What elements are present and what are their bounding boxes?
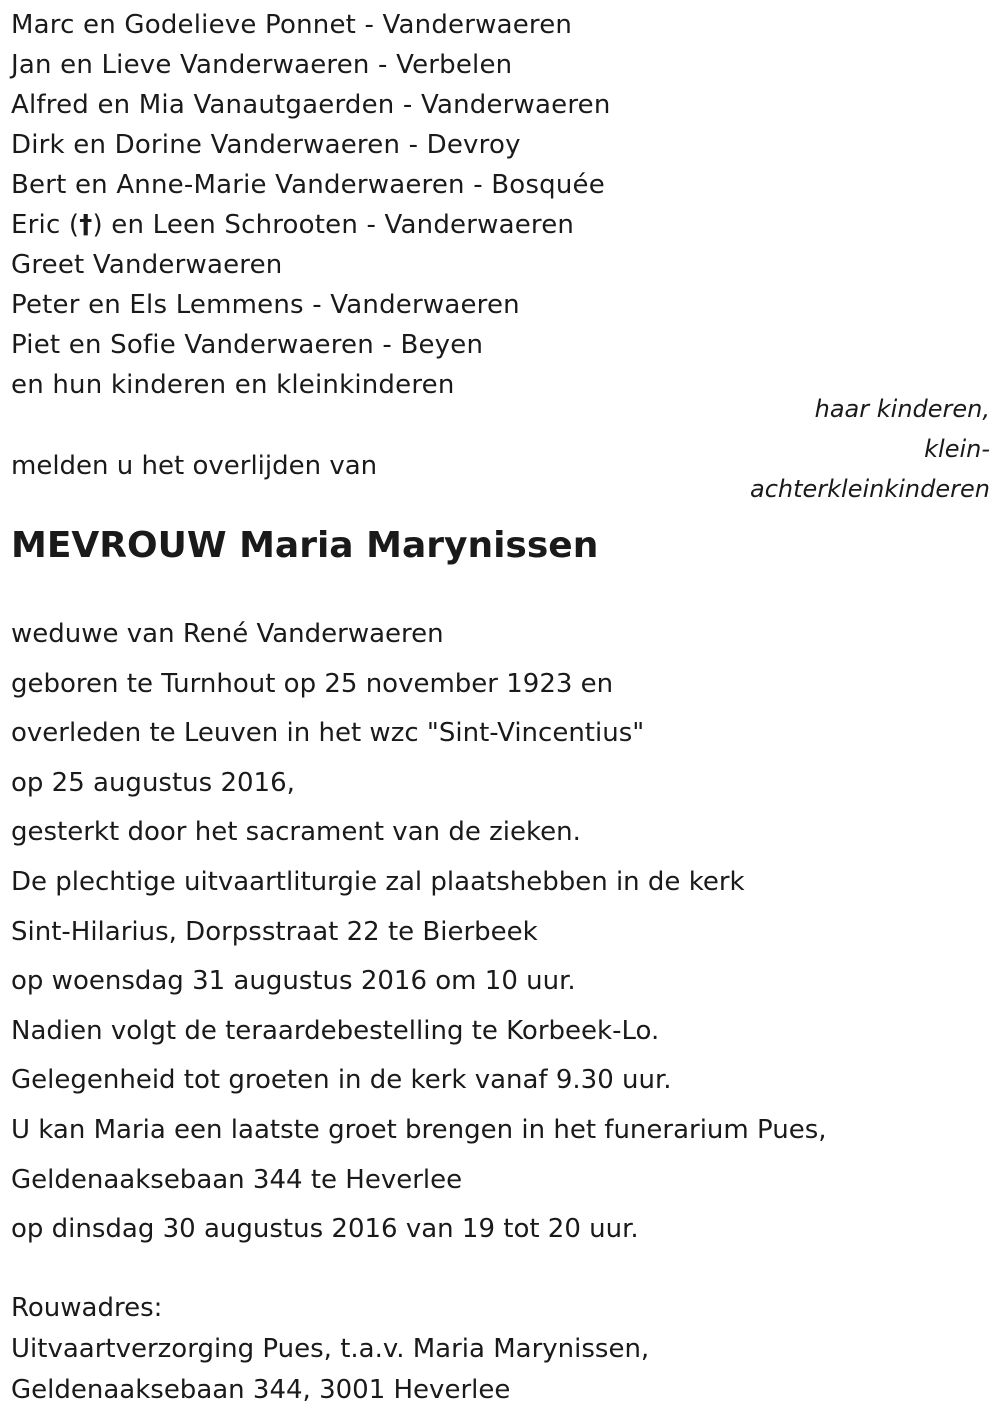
mourning-address (11, 1288, 649, 1411)
detail-line: Sint-Hilarius, Dorpsstraat 22 te Bierbeek (11, 916, 538, 947)
relations-line: haar kinderen, (814, 395, 990, 423)
family-line-eric-end: ) en Leen Schrooten - Vanderwaeren (92, 210, 575, 240)
family-line: Alfred en Mia Vanautgaerden - Vanderwaeren (11, 90, 611, 120)
family-list (11, 5, 611, 405)
family-line: Greet Vanderwaeren (11, 250, 283, 280)
address-line: Geldenaaksebaan 344, 3001 Heverlee (11, 1375, 511, 1405)
family-line: Marc en Godelieve Ponnet - Vanderwaeren (11, 10, 573, 40)
deceased-name: MEVROUW Maria Marynissen (11, 525, 599, 566)
detail-line: op 25 augustus 2016, (11, 767, 295, 798)
cross-icon: † (79, 210, 93, 240)
detail-line: geboren te Turnhout op 25 november 1923 en (11, 668, 614, 699)
relations-line: achterkleinkinderen (750, 475, 990, 503)
detail-line: weduwe van René Vanderwaeren (11, 619, 444, 649)
detail-line: Gelegenheid tot groeten in de kerk vanaf 9.30 uur. (11, 1065, 672, 1096)
relations-line: klein- (924, 435, 990, 463)
address-line: Uitvaartverzorging Pues, t.a.v. Maria Marynissen, (11, 1334, 650, 1364)
family-line: Peter en Els Lemmens - Vanderwaeren (11, 290, 520, 320)
family-line: Bert en Anne-Marie Vanderwaeren - Bosquée (11, 170, 605, 200)
detail-line: op woensdag 31 augustus 2016 om 10 uur. (11, 966, 576, 997)
detail-line: U kan Maria een laatste groet brengen in het funerarium Pues, (11, 1114, 827, 1145)
family-line-eric-start: Eric ( (11, 210, 80, 240)
relations-note (590, 389, 990, 509)
detail-line: overleden te Leuven in het wzc "Sint-Vincentius" (11, 718, 645, 749)
announcement-text: melden u het overlijden van (11, 451, 378, 481)
family-line-eric (11, 205, 611, 245)
family-line: Dirk en Dorine Vanderwaeren - Devroy (11, 130, 521, 160)
detail-line: gesterkt door het sacrament van de zieken. (11, 817, 581, 848)
address-label: Rouwadres: (11, 1293, 163, 1323)
family-line: Piet en Sofie Vanderwaeren - Beyen (11, 330, 484, 360)
family-line: Jan en Lieve Vanderwaeren - Verbelen (11, 50, 513, 80)
detail-line: De plechtige uitvaartliturgie zal plaatshebben in de kerk (11, 866, 745, 897)
obituary-details (11, 610, 827, 1255)
family-line: en hun kinderen en kleinkinderen (11, 370, 455, 400)
detail-line: op dinsdag 30 augustus 2016 van 19 tot 20 uur. (11, 1214, 639, 1245)
detail-line: Nadien volgt de teraardebestelling te Korbeek-Lo. (11, 1015, 660, 1046)
detail-line: Geldenaaksebaan 344 te Heverlee (11, 1164, 463, 1195)
